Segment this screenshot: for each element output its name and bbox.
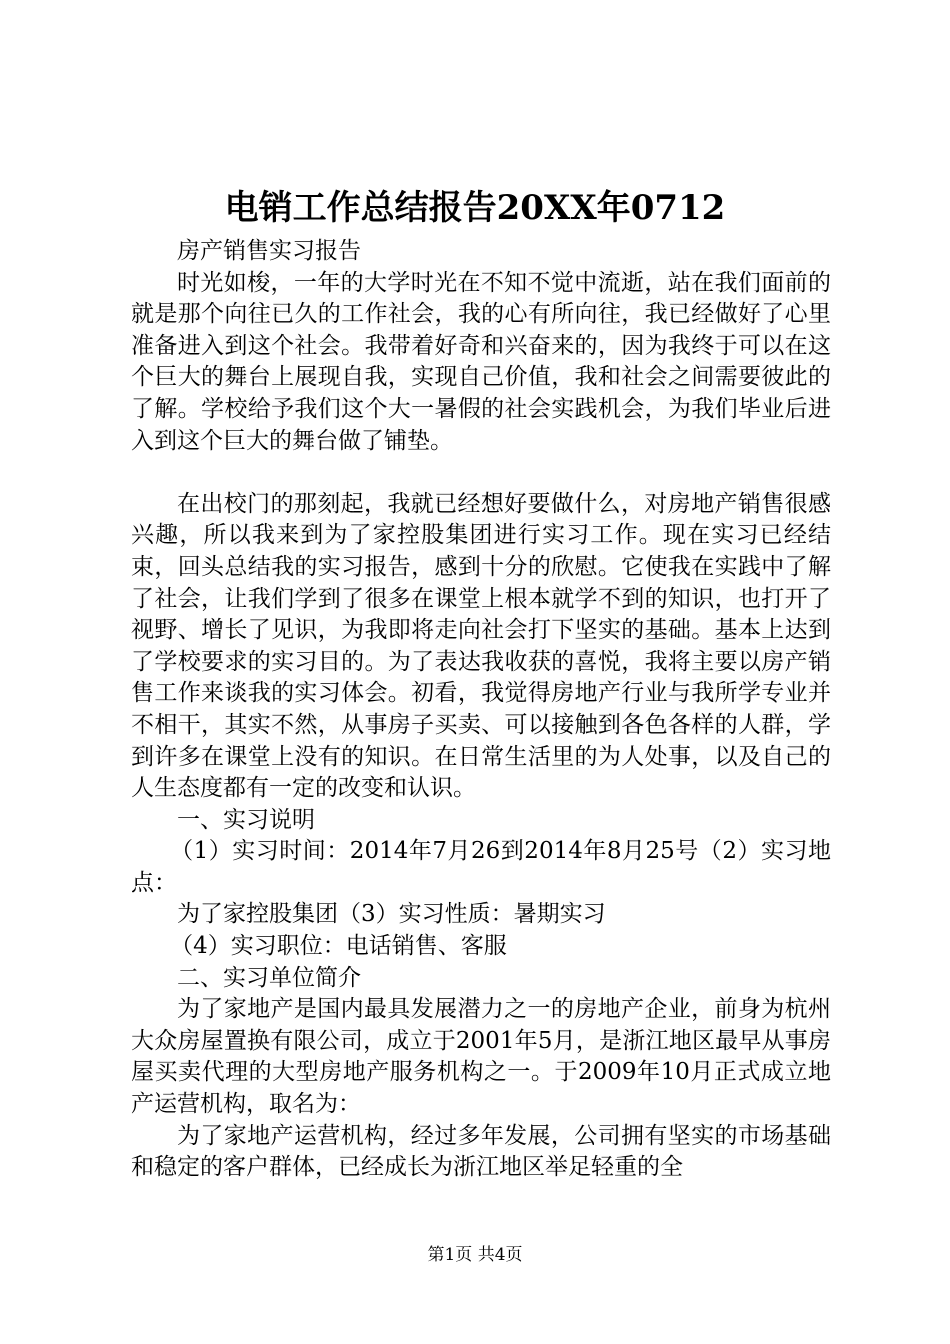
document-title: 电销工作总结报告20XX年0712 bbox=[224, 188, 726, 228]
paragraph-intro: 时光如梭，一年的大学时光在不知不觉中流逝，站在我们面前的就是那个向往已久的工作社会，我的心有所向往，我已经做好了心里准备进入到这个社会。我带着好奇和兴奋来的，因为我终于可以在这个巨大的舞台上展现自我，实现自己价值，我和社会之间需要彼此的了解。学校给予我们这个大一暑假的社会实践机会，为我们毕业后进入到这个巨大的舞台做了铺垫。 bbox=[131, 269, 831, 454]
section2-paragraph-1: 为了家地产是国内最具发展潜力之一的房地产企业，前身为杭州大众房屋置换有限公司，成立于2001年5月，是浙江地区最早从事房屋买卖代理的大型房地产服务机构之一。于2009年10月正式成立地产运营机构，取名为： bbox=[131, 996, 831, 1118]
section2-heading: 二、实习单位简介 bbox=[177, 964, 361, 991]
paragraph-spacer bbox=[131, 457, 831, 489]
document-body bbox=[131, 236, 831, 1184]
report-subtitle: 房产销售实习报告 bbox=[177, 238, 361, 264]
page-number-footer: 第1页 共4页 bbox=[427, 1245, 523, 1265]
section1-item-company-nature: 为了家控股集团（3）实习性质：暑期实习 bbox=[177, 901, 606, 928]
section2-paragraph-2: 为了家地产运营机构，经过多年发展，公司拥有坚实的市场基础和稳定的客户群体，已经成长为浙江地区举足轻重的全 bbox=[131, 1122, 831, 1181]
section1-heading: 一、实习说明 bbox=[177, 806, 315, 833]
section1-item-time-location: （1）实习时间：2014年7月26到2014年8月25号（2）实习地点： bbox=[131, 838, 831, 896]
section1-item-position: （4）实习职位：电话销售、客服 bbox=[170, 933, 507, 960]
paragraph-internship: 在出校门的那刻起，我就已经想好要做什么，对房地产销售很感兴趣，所以我来到为了家控股集团进行实习工作。现在实习已经结束，回头总结我的实习报告，感到十分的欣慰。它使我在实践中了解了社会，让我们学到了很多在课堂上根本就学不到的知识，也打开了视野、增长了见识，为我即将走向社会打下坚实的基础。基本上达到了学校要求的实习目的。为了表达我收获的喜悦，我将主要以房产销售工作来谈我的实习体会。初看，我觉得房地产行业与我所学专业并不相干，其实不然，从事房子买卖、可以接触到各色各样的人群，学到许多在课堂上没有的知识。在日常生活里的为人处事，以及自己的人生态度都有一定的改变和认识。 bbox=[131, 490, 831, 802]
